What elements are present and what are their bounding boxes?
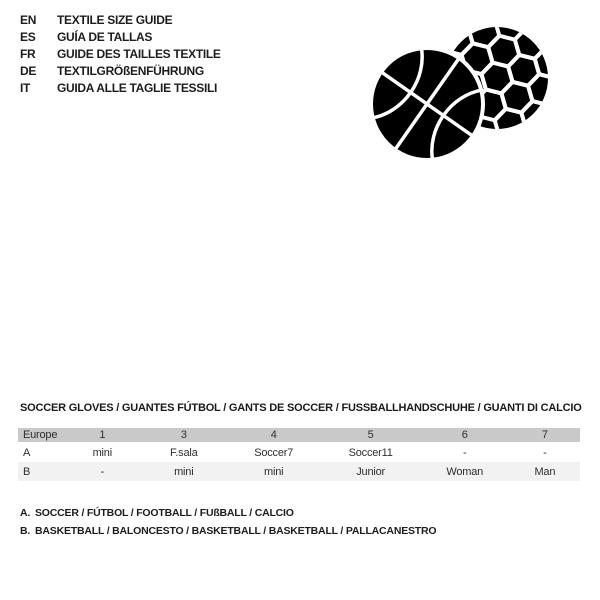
size-cell: Soccer7 xyxy=(254,447,294,459)
size-cell: - xyxy=(463,447,467,459)
language-code: ES xyxy=(20,30,36,44)
column-header-size: 1 xyxy=(63,428,142,443)
footnote-text: BASKETBALL / BALONCESTO / BASKETBALL / BASKETBALL / PALLACANESTRO xyxy=(35,525,437,537)
size-cell: Junior xyxy=(356,465,385,478)
language-code: IT xyxy=(20,81,31,95)
language-row xyxy=(20,80,221,97)
row-label: B xyxy=(23,465,31,478)
size-cell: Soccer11 xyxy=(348,447,393,459)
size-cell: mini xyxy=(92,447,112,459)
size-table-title: SOCCER GLOVES / GUANTES FÚTBOL / GANTS DE SOCCER / FUSSBALLHANDSCHUHE / GUANTI DI CALCIO xyxy=(20,402,582,414)
language-guide-list xyxy=(20,12,221,97)
language-label: TEXTILGRÖßENFÜHRUNG xyxy=(57,64,204,78)
size-cell: Woman xyxy=(446,465,484,478)
language-label: TEXTILE SIZE GUIDE xyxy=(57,13,173,27)
size-cell: mini xyxy=(174,465,194,478)
column-header-size: 3 xyxy=(142,428,226,443)
basketball-and-soccer-ball-illustration xyxy=(365,15,565,175)
column-header-size: 7 xyxy=(510,428,580,443)
footnote-basketball xyxy=(20,522,436,540)
language-code: EN xyxy=(20,13,37,27)
language-label: GUIDE DES TAILLES TEXTILE xyxy=(57,47,221,61)
column-header-size: 5 xyxy=(321,428,419,443)
footnote-label: A. xyxy=(20,507,31,519)
size-cell: Man xyxy=(534,465,556,478)
language-row xyxy=(20,63,221,80)
size-cell: - xyxy=(100,465,105,478)
language-row xyxy=(20,12,221,29)
table-header-row xyxy=(18,428,580,443)
language-row xyxy=(20,46,221,63)
footnote-soccer xyxy=(20,504,436,522)
table-row-soccer xyxy=(18,443,580,462)
footnotes xyxy=(20,504,436,540)
size-table xyxy=(18,428,580,481)
row-label: A xyxy=(23,447,31,459)
column-header-region: Europe xyxy=(18,428,63,443)
footnote-text: SOCCER / FÚTBOL / FOOTBALL / FUßBALL / CALCIO xyxy=(35,507,294,519)
language-label: GUÍA DE TALLAS xyxy=(57,30,153,44)
language-row xyxy=(20,29,221,46)
size-cell: mini xyxy=(264,465,284,478)
table-row-basketball xyxy=(18,462,580,481)
language-label: GUIDA ALLE TAGLIE TESSILI xyxy=(57,81,218,95)
size-cell: - xyxy=(543,447,547,459)
language-code: FR xyxy=(20,47,36,61)
column-header-size: 4 xyxy=(226,428,322,443)
footnote-label: B. xyxy=(20,525,31,537)
column-header-size: 6 xyxy=(420,428,510,443)
size-cell: F.sala xyxy=(170,447,198,459)
language-code: DE xyxy=(20,64,37,78)
